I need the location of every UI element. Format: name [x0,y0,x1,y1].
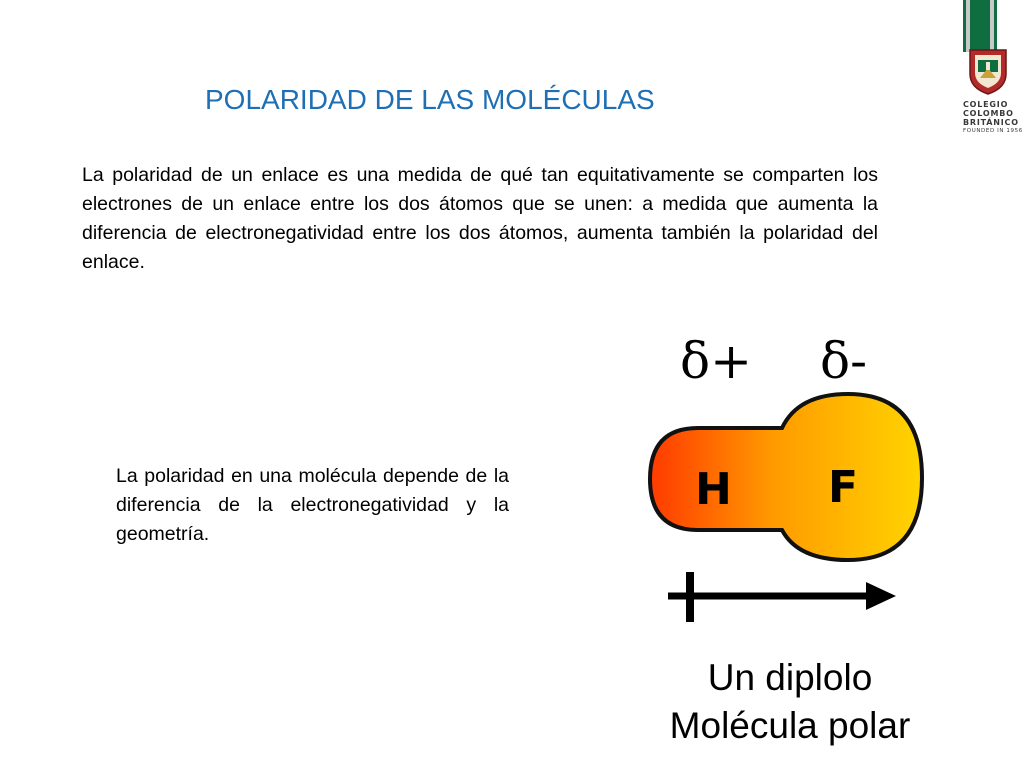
dipole-arrow-icon [668,572,896,622]
hf-dipole-diagram [640,320,940,640]
molecule-shape [650,394,922,560]
logo-stripe [966,0,970,52]
school-name-line: COLEGIO [963,100,1009,109]
school-name-line: BRITÁNICO [963,118,1019,127]
delta-plus-label: δ+ [680,332,752,390]
fluorine-atom-label: F [828,462,859,513]
school-founded: FOUNDED IN 1956 [963,128,1023,134]
slide-title: POLARIDAD DE LAS MOLÉCULAS [205,84,655,115]
school-name [963,100,1023,127]
hydrogen-atom-label: H [695,464,732,515]
school-name-line: COLOMBO [963,109,1014,118]
diagram-caption-line2: Molécula polar [669,705,911,746]
bond-polarity-paragraph: La polaridad de un enlace es una medida de qué tan equitativamente se comparten los electrones de un enlace entre los dos átomos que se unen: a medida que aumenta la diferencia de electronegatividad entre los dos átomos, aumenta también la polaridad del enlace. [82,164,878,273]
molecule-polarity-paragraph: La polaridad en una molécula depende de la diferencia de la electronegatividad y la geometría. [116,465,509,545]
school-logo-bar [963,0,997,52]
delta-minus-label: δ- [820,332,867,390]
diagram-caption-line1: Un diplolo [707,657,873,698]
school-crest-icon [966,48,1010,96]
logo-stripe [990,0,994,52]
